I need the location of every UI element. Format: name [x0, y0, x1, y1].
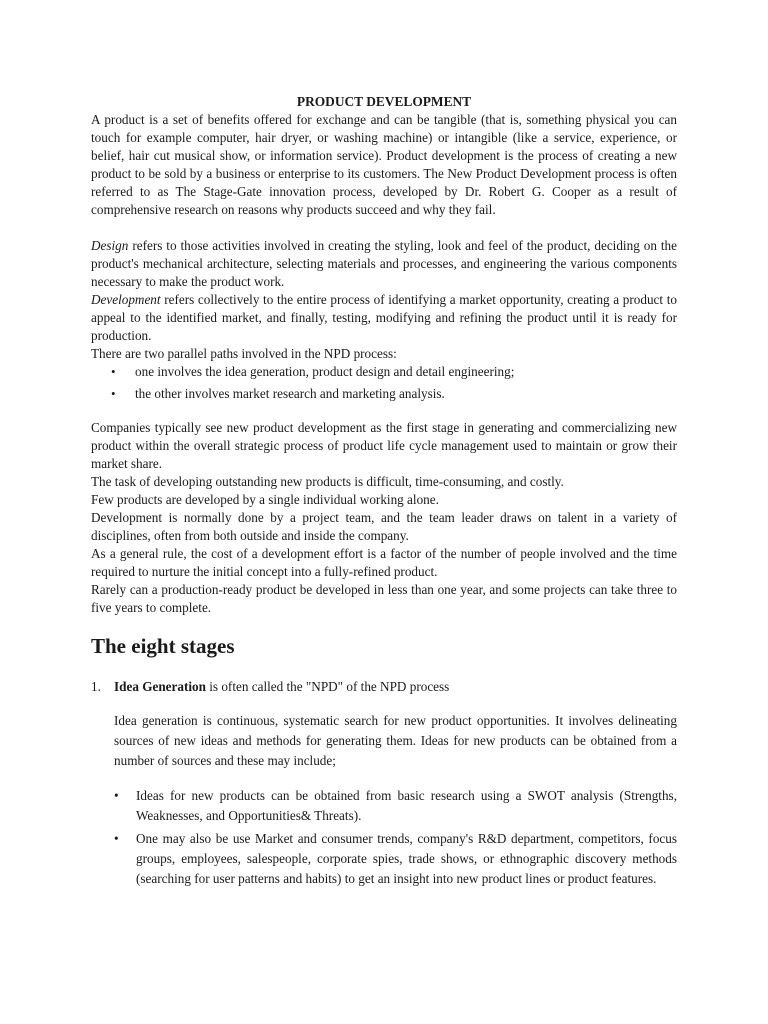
- intro-paragraph: A product is a set of benefits offered for exchange and can be tangible (that is, something physical you can touch for example computer, hair dryer, or washing machine) or intangible (like a service, experience, or belief, hair cut musical show, or information service). Product development is the process of creating a new product to be sold by a business or enterprise to its customers. The New Product Development process is often referred to as The Stage-Gate innovation process, developed by Dr. Robert G. Cooper as a result of comprehensive research on reasons why products succeed and why they fail.: [91, 112, 677, 217]
- paragraph: Rarely can a production-ready product be developed in less than one year, and some projects can take three to five years to complete.: [91, 582, 677, 615]
- stage-text: is often called the "NPD" of the NPD process: [205, 679, 450, 694]
- development-term: Development: [91, 292, 161, 307]
- design-term: Design: [91, 238, 129, 253]
- stage-number: 1.: [91, 679, 101, 694]
- list-item: • Ideas for new products can be obtained from basic research using a SWOT analysis (Strengths, Weaknesses, and Opportunities& Threats).: [114, 788, 677, 823]
- paths-intro: There are two parallel paths involved in the NPD process:: [91, 346, 397, 361]
- bullet-icon: •: [114, 831, 119, 846]
- stage-term: Idea Generation: [114, 679, 206, 694]
- paragraph: Companies typically see new product development as the first stage in generating and commercializing new product within the overall strategic process of product life cycle management used to maintain or grow their market share.: [91, 420, 677, 471]
- paragraph: As a general rule, the cost of a development effort is a factor of the number of people involved and the time required to nurture the initial concept into a fully-refined product.: [91, 546, 677, 579]
- paragraph: Development is normally done by a project team, and the team leader draws on talent in a variety of disciplines, often from both outside and inside the company.: [91, 510, 677, 543]
- stage-description: Idea generation is continuous, systematic search for new product opportunities. It involves delineating sources of new ideas and methods for generating them. Ideas for new products can be obtained from a number of sources and these may include;: [114, 713, 677, 768]
- list-item: • one involves the idea generation, product design and detail engineering;: [111, 364, 515, 379]
- paragraph: The task of developing outstanding new products is difficult, time-consuming, and costly.: [91, 474, 564, 489]
- list-item: • the other involves market research and marketing analysis.: [111, 386, 445, 401]
- development-text: refers collectively to the entire process of identifying a market opportunity, creating a product to appeal to the identified market, and finally, testing, modifying and refining the product until it is ready for production.: [91, 292, 677, 343]
- bullet-icon: •: [111, 364, 116, 379]
- development-paragraph: [91, 291, 677, 345]
- section-heading: The eight stages: [91, 634, 235, 658]
- stage-item: [91, 678, 449, 696]
- page-title: PRODUCT DEVELOPMENT: [296, 94, 472, 109]
- stage-bullets: [114, 786, 677, 889]
- bullet-icon: •: [111, 386, 116, 401]
- list-item: • One may also be use Market and consumer trends, company's R&D department, competitors, focus groups, employees, salespeople, corporate spies, trade shows, or ethnographic discovery methods (searching for user patterns and habits) to get an insight into new product lines or product features.: [114, 831, 677, 886]
- paths-list: [91, 363, 677, 403]
- design-paragraph: [91, 237, 677, 291]
- paragraph: Few products are developed by a single individual working alone.: [91, 492, 439, 507]
- design-text: refers to those activities involved in creating the styling, look and feel of the product, deciding on the product's mechanical architecture, selecting materials and processes, and engineering the various components necessary to make the product work.: [91, 238, 677, 289]
- bullet-icon: •: [114, 788, 119, 803]
